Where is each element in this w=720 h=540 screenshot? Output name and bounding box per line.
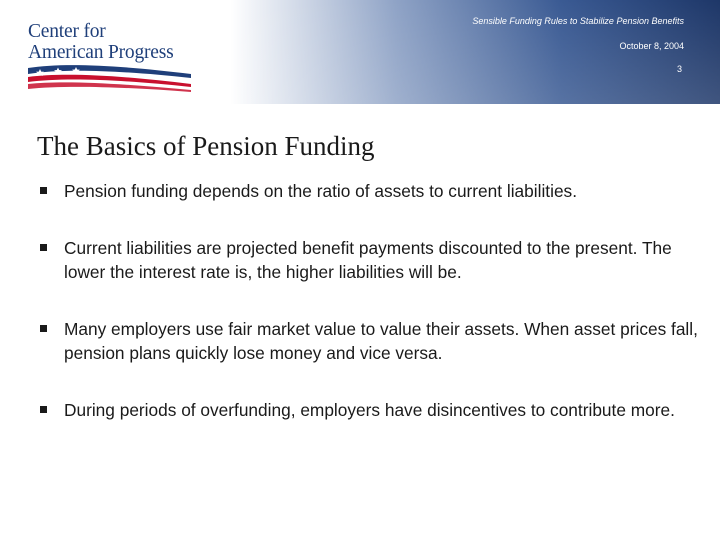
logo-text-line1: Center for: [28, 21, 106, 42]
bullet-text: Current liabilities are projected benefit payments discounted to the present. The lower the interest rate is, the higher liabilities will be.: [64, 238, 672, 282]
flag-swoosh-icon: [26, 64, 196, 92]
bullet-item: [38, 179, 698, 203]
presentation-date: October 8, 2004: [619, 41, 684, 51]
bullet-text: Many employers use fair market value to value their assets. When asset prices fall, pension plans quickly lose money and vice versa.: [64, 319, 698, 363]
presentation-subject: Sensible Funding Rules to Stabilize Pension Benefits: [472, 16, 684, 26]
square-bullet-icon: [40, 244, 47, 251]
bullet-item: [38, 236, 698, 284]
cap-logo: [26, 14, 206, 94]
bullet-text: During periods of overfunding, employers have disincentives to contribute more.: [64, 400, 675, 420]
page-number: 3: [676, 64, 682, 74]
square-bullet-icon: [40, 187, 47, 194]
slide-title: The Basics of Pension Funding: [37, 131, 375, 161]
square-bullet-icon: [40, 406, 47, 413]
bullet-item: [38, 398, 698, 422]
logo-text-line2: American Progress: [28, 42, 174, 63]
square-bullet-icon: [40, 325, 47, 332]
bullet-item: [38, 317, 698, 365]
bullet-list: [38, 179, 698, 422]
bullet-text: Pension funding depends on the ratio of assets to current liabilities.: [64, 181, 577, 201]
